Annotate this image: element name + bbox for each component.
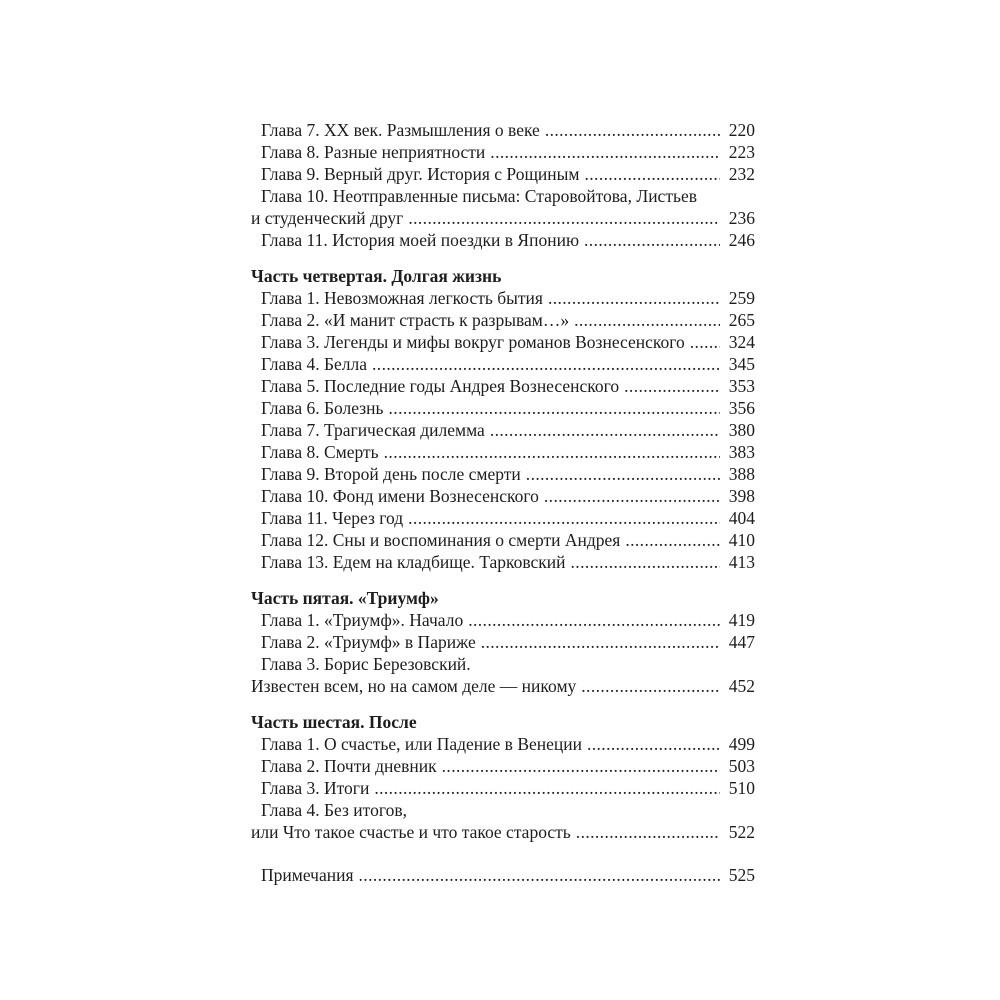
toc-entry-page: 324: [728, 332, 755, 352]
toc-entry-title: Глава 6. Болезнь: [261, 398, 384, 418]
toc-entry-title: Глава 8. Смерть: [261, 442, 379, 462]
toc-entry-title: Глава 13. Едем на кладбище. Тарковский: [261, 552, 566, 572]
toc-entry-title: Глава 7. Трагическая дилемма: [261, 420, 485, 440]
toc-entry: [251, 185, 755, 207]
toc-entry: [251, 755, 755, 777]
toc-entry: [251, 485, 755, 507]
part-header: Часть четвертая. Долгая жизнь: [251, 266, 502, 286]
toc-entry-title: Глава 1. «Триумф». Начало: [261, 610, 464, 630]
toc-entry-title: Известен всем, но на самом деле — никому: [251, 676, 577, 696]
dot-leader: [372, 353, 720, 375]
toc-entry: [251, 551, 755, 573]
toc-entry-page: 265: [728, 310, 755, 330]
dot-leader: [587, 733, 720, 755]
toc-entry-title: Примечания: [261, 865, 354, 885]
dot-leader: [408, 507, 720, 529]
toc-entry: [251, 631, 755, 653]
toc-entry-page: 410: [728, 530, 755, 550]
toc-entry-page: 452: [728, 676, 755, 696]
dot-leader: [584, 229, 720, 251]
toc-entry-page: 259: [728, 288, 755, 308]
toc-entry-title: Глава 12. Сны и воспоминания о смерти Андрея: [261, 530, 621, 550]
toc-entry-page: 413: [728, 552, 755, 572]
toc-entry-page: 380: [728, 420, 755, 440]
toc-section: [251, 119, 755, 251]
toc-entry-title: Глава 10. Фонд имени Вознесенского: [261, 486, 539, 506]
toc-entry-title: Глава 2. «И манит страсть к разрывам…»: [261, 310, 570, 330]
toc-entry: [251, 609, 755, 631]
dot-leader: [581, 675, 719, 697]
dot-leader: [384, 441, 720, 463]
dot-leader: [585, 163, 720, 185]
toc-entry-title: Глава 8. Разные неприятности: [261, 142, 486, 162]
dot-leader: [576, 821, 720, 843]
toc-entry: [251, 463, 755, 485]
toc-entry: [251, 507, 755, 529]
toc-section: [251, 711, 755, 843]
part-header: Часть шестая. После: [251, 712, 417, 732]
toc-entry: [251, 397, 755, 419]
toc-entry-page: 522: [728, 822, 755, 842]
toc-entry: [251, 777, 755, 799]
toc-entry-page: 246: [728, 230, 755, 250]
toc-entry: [251, 799, 755, 821]
dot-leader: [468, 609, 720, 631]
toc-entry: [251, 287, 755, 309]
toc-entry-title: Глава 1. О счастье, или Падение в Венеции: [261, 734, 582, 754]
dot-leader: [526, 463, 720, 485]
dot-leader: [548, 287, 720, 309]
dot-leader: [574, 309, 720, 331]
toc-entry-title: Глава 4. Без итогов,: [261, 800, 407, 820]
toc-entry: [251, 331, 755, 353]
toc-entry: [251, 119, 755, 141]
dot-leader: [544, 485, 720, 507]
dot-leader: [690, 331, 720, 353]
toc-entry: [251, 419, 755, 441]
dot-leader: [625, 529, 719, 551]
toc-content: [251, 119, 755, 886]
toc-entry-page: 223: [728, 142, 755, 162]
toc-entry-page: 383: [728, 442, 755, 462]
dot-leader: [389, 397, 720, 419]
dot-leader: [490, 141, 719, 163]
toc-entry-page: 220: [728, 120, 755, 140]
toc-entry-title: Глава 3. Борис Березовский.: [261, 654, 471, 674]
dot-leader: [359, 864, 720, 886]
toc-entry-title: Глава 10. Неотправленные письма: Старовойтова, Листьев: [261, 186, 697, 206]
toc-entry-title: Глава 11. Через год: [261, 508, 404, 528]
toc-entry-title: Глава 9. Второй день после смерти: [261, 464, 521, 484]
toc-entry: [251, 733, 755, 755]
toc-entry: [251, 309, 755, 331]
toc-entry: [251, 163, 755, 185]
toc-entry: [251, 864, 755, 886]
toc-entry: [251, 653, 755, 675]
toc-entry-page: 398: [728, 486, 755, 506]
dot-leader: [442, 755, 720, 777]
toc-entry: [251, 375, 755, 397]
dot-leader: [408, 207, 719, 229]
toc-section: [251, 864, 755, 886]
toc-entry-page: 388: [728, 464, 755, 484]
toc-entry-title: Глава 3. Легенды и мифы вокруг романов Вознесенского: [261, 332, 685, 352]
toc-entry-title: Глава 3. Итоги: [261, 778, 370, 798]
toc-entry-title: Глава 5. Последние годы Андрея Вознесенского: [261, 376, 620, 396]
toc-entry-page: 510: [728, 778, 755, 798]
toc-entry: [251, 229, 755, 251]
toc-entry: [251, 441, 755, 463]
toc-entry: [251, 353, 755, 375]
dot-leader: [481, 631, 720, 653]
toc-entry-page: 419: [728, 610, 755, 630]
toc-section: [251, 265, 755, 573]
dot-leader: [624, 375, 720, 397]
toc-entry-title: или Что такое счастье и что такое старость: [251, 822, 571, 842]
toc-entry-page: 447: [728, 632, 755, 652]
dot-leader: [374, 777, 719, 799]
toc-entry-page: 356: [728, 398, 755, 418]
toc-entry-page: 232: [728, 164, 755, 184]
dot-leader: [545, 119, 720, 141]
toc-entry-continuation: [251, 675, 755, 697]
toc-entry-title: и студенческий друг: [251, 208, 404, 228]
toc-entry-page: 353: [728, 376, 755, 396]
toc-entry-title: Глава 1. Невозможная легкость бытия: [261, 288, 543, 308]
part-header: Часть пятая. «Триумф»: [251, 588, 439, 608]
toc-entry-continuation: [251, 821, 755, 843]
toc-entry-title: Глава 2. Почти дневник: [261, 756, 437, 776]
toc-entry-title: Глава 4. Белла: [261, 354, 368, 374]
toc-entry-title: Глава 11. История моей поездки в Японию: [261, 230, 580, 250]
toc-entry-page: 525: [728, 865, 755, 885]
toc-entry-continuation: [251, 207, 755, 229]
dot-leader: [571, 551, 720, 573]
toc-entry-title: Глава 2. «Триумф» в Париже: [261, 632, 476, 652]
toc-entry: [251, 141, 755, 163]
toc-entry-page: 345: [728, 354, 755, 374]
toc-entry: [251, 529, 755, 551]
dot-leader: [490, 419, 720, 441]
toc-entry-page: 499: [728, 734, 755, 754]
toc-entry-title: Глава 7. XX век. Размышления о веке: [261, 120, 540, 140]
toc-entry-page: 503: [728, 756, 755, 776]
toc-entry-page: 404: [728, 508, 755, 528]
toc-entry-title: Глава 9. Верный друг. История с Рощиным: [261, 164, 580, 184]
toc-entry-page: 236: [728, 208, 755, 228]
toc-section: [251, 587, 755, 697]
